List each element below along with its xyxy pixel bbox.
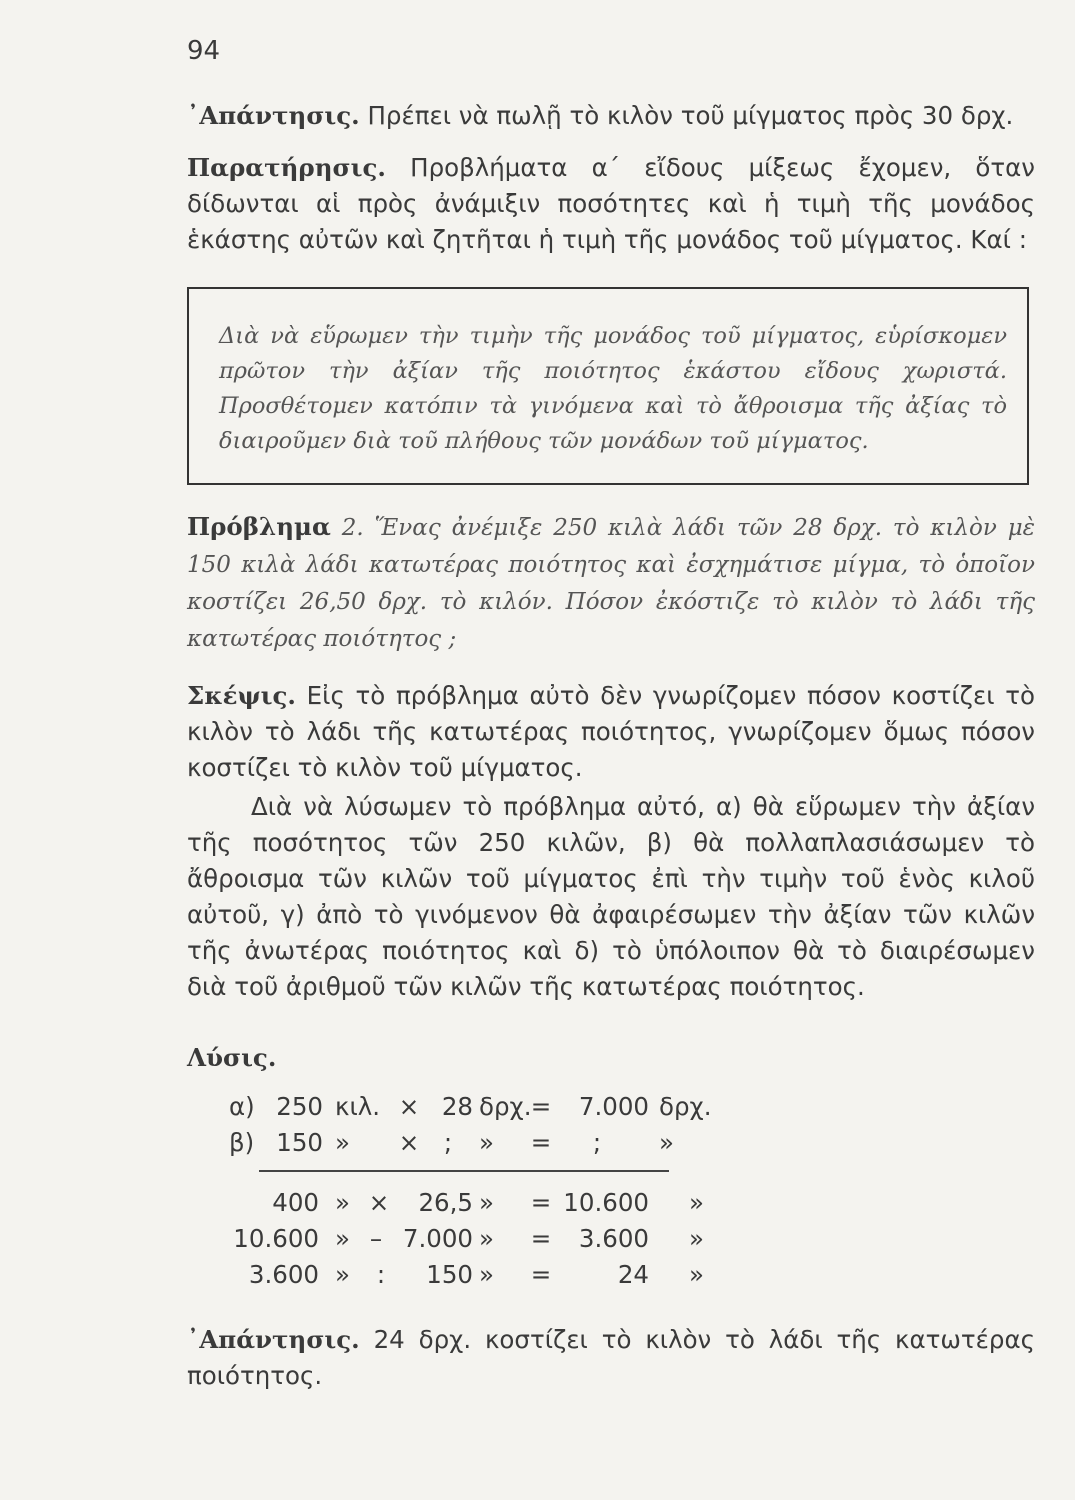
calc-operand-b: 150 [426,1260,473,1289]
calculation-block [187,1092,747,1302]
problem-text: Ἕνας ἀνέμιξε 250 κιλὰ λάδι τῶν 28 δρχ. τὸ κιλὸν μὲ 150 κιλὰ λάδι κατωτέρας ποιότητος καὶ ἐσχημάτισε μίγμα, τὸ ὁποῖον κοστίζει 26,50 δρχ. τὸ κιλόν. Πόσον ἐκόστιζε τὸ κιλὸν τὸ λάδι τῆς κατωτέρας ποιότητος ; [187,515,1035,652]
calc-operand-b: ; [443,1128,453,1157]
calc-unit-b: » [479,1128,494,1157]
answer-paragraph-2 [187,1322,1035,1394]
calc-operator: – [369,1224,383,1253]
calc-operator: × [398,1092,420,1121]
calc-result-unit: δρχ. [659,1092,712,1121]
calc-operand-a: 400 [272,1188,319,1217]
answer-label: ᾿Απάντησις. [187,1325,360,1354]
calc-equals: = [530,1128,552,1157]
calc-equals: = [530,1092,552,1121]
calc-row-label: α) [229,1092,255,1121]
calc-equals: = [530,1224,552,1253]
calc-operand-a: 250 [276,1092,323,1121]
answer-text: 24 δρχ. κοστίζει τὸ κιλὸν τὸ λάδι τῆς κατωτέρας ποιότητος. [187,1325,1035,1390]
calc-unit-b: δρχ. [479,1092,532,1121]
answer-paragraph-1 [187,98,1035,134]
calc-equals: = [530,1188,552,1217]
calc-operator: : [376,1260,386,1289]
calc-row [187,1092,747,1128]
method-paragraph [187,789,1035,1005]
calc-row [187,1260,747,1296]
solution-heading [187,1040,1035,1076]
remark-text: Προβλήματα α΄ εἴδους μίξεως ἔχομεν, ὅταν δίδωνται αἱ πρὸς ἀνάμιξιν ποσότητες καὶ ἡ τιμὴ τῆς μονάδος ἑκάστης αὐτῶν καὶ ζητῆται ἡ τιμὴ τῆς μονάδος τοῦ μίγματος. Καί : [187,153,1035,254]
calc-unit-a: κιλ. [335,1092,381,1121]
problem-number: 2. [330,515,364,541]
remark-paragraph [187,150,1035,258]
rule-box [187,287,1029,485]
problem-label: Πρόβλημα [187,512,331,541]
calc-unit-b: » [479,1260,494,1289]
calc-result-unit: » [689,1260,704,1289]
calc-unit-b: » [479,1224,494,1253]
calc-operand-a: 150 [276,1128,323,1157]
calc-unit-a: » [335,1260,350,1289]
sum-line [259,1170,669,1172]
calc-operand-b: 28 [441,1092,473,1121]
calc-result-unit: » [659,1128,674,1157]
calc-operator: × [368,1188,390,1217]
calc-operand-b: 7.000 [402,1224,473,1253]
calc-row-label: β) [229,1128,255,1157]
calc-row [187,1188,747,1224]
calc-result-unit: » [689,1224,704,1253]
calc-operator: × [398,1128,420,1157]
thought-paragraph [187,678,1035,786]
remark-label: Παρατήρησις. [187,153,386,182]
calc-equals: = [530,1260,552,1289]
thought-text: Εἰς τὸ πρόβλημα αὐτὸ δὲν γνωρίζομεν πόσον κοστίζει τὸ κιλὸν τὸ λάδι τῆς κατωτέρας ποιότητος, γνωρίζομεν ὅμως πόσον κοστίζει τὸ κιλὸν τοῦ μίγματος. [187,681,1035,782]
method-text: Διὰ νὰ λύσωμεν τὸ πρόβλημα αὐτό, α) θὰ εὕρωμεν τὴν ἀξίαν τῆς ποσότητος τῶν 250 κιλῶν, β) θὰ πολλαπλασιάσωμεν τὸ ἄθροισμα τῶν κιλῶν τοῦ μίγματος ἐπὶ τὴν τιμὴν τοῦ ἑνὸς κιλοῦ αὐτοῦ, γ) ἀπὸ τὸ γινόμενον θὰ ἀφαιρέσωμεν τὴν ἀξίαν τῶν κιλῶν τῆς ἀνωτέρας ποιότητος καὶ δ) τὸ ὑπόλοιπον θὰ τὸ διαιρέσωμεν διὰ τοῦ ἀριθμοῦ τῶν κιλῶν τῆς κατωτέρας ποιότητος. [187,792,1035,1001]
calc-operand-a: 3.600 [248,1260,319,1289]
rule-text: Διὰ νὰ εὕρωμεν τὴν τιμὴν τῆς μονάδος τοῦ μίγματος, εὑρίσκομεν πρῶτον τὴν ἀξίαν τῆς ποιότητος ἑκάστου εἴδους χωριστά. Προσθέτομεν κατόπιν τὰ γινόμενα καὶ τὸ ἄθροισμα τῆς ἀξίας τὸ διαιροῦμεν διὰ τοῦ πλήθους τῶν μονάδων τοῦ μίγματος. [219,323,1007,454]
calc-result: 24 [617,1260,649,1289]
calc-result: 7.000 [578,1092,649,1121]
calc-result: 3.600 [578,1224,649,1253]
calc-operand-a: 10.600 [233,1224,319,1253]
calc-operand-b: 26,5 [418,1188,473,1217]
answer-label: ᾿Απάντησις. [187,101,360,130]
thought-label: Σκέψις. [187,681,296,710]
calc-unit-a: » [335,1128,350,1157]
calc-row [187,1224,747,1260]
calc-unit-a: » [335,1224,350,1253]
problem-paragraph [187,509,1035,657]
calc-row [187,1128,747,1164]
page-number: 94 [187,36,221,66]
answer-text: Πρέπει νὰ πωλῇ τὸ κιλὸν τοῦ μίγματος πρὸς 30 δρχ. [359,101,1014,130]
calc-result: ; [592,1128,602,1157]
solution-label: Λύσις. [187,1043,277,1072]
calc-result: 10.600 [563,1188,649,1217]
calc-result-unit: » [689,1188,704,1217]
calc-unit-a: » [335,1188,350,1217]
calc-unit-b: » [479,1188,494,1217]
